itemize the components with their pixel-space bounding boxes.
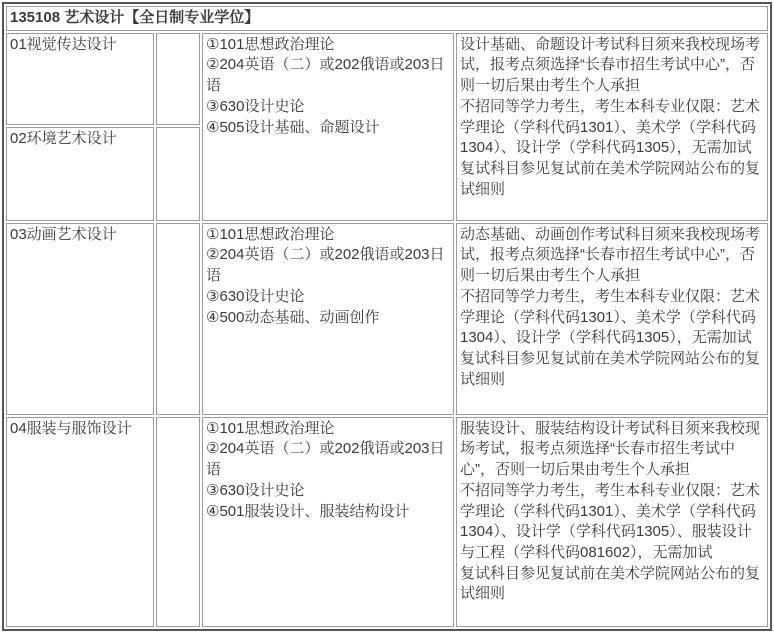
- remarks-cell: [456, 223, 768, 415]
- program-header: 135108 艺术设计【全日制专业学位】: [6, 6, 768, 31]
- exam-subject-line: ③630设计史论: [206, 481, 305, 499]
- direction-cell-01: 01视觉传达设计: [6, 33, 154, 125]
- remark-paragraph: 不招同等学力考生，考生本科专业仅限：艺术学理论（学科代码1301）、美术学（学科代码1304）、设计学（学科代码1305），无需加试: [460, 97, 761, 157]
- exam-subject-line: ④505设计基础、命题设计: [206, 118, 380, 136]
- exam-subject-line: ④501服装设计、服装结构设计: [206, 502, 410, 520]
- exam-subjects-cell: [202, 33, 454, 221]
- admissions-table: [2, 2, 772, 631]
- remarks-cell: [456, 33, 768, 221]
- table-row: [6, 417, 768, 627]
- quota-cell: [156, 127, 200, 221]
- exam-subject-line: ①101思想政治理论: [206, 35, 335, 53]
- quota-cell: [156, 417, 200, 627]
- program-header-row: [6, 6, 768, 31]
- table-row: [6, 33, 768, 125]
- exam-subject-line: ④500动态基础、动画创作: [206, 308, 380, 326]
- remark-paragraph: 服装设计、服装结构设计考试科目须来我校现场考试，报考点须选择“长春市招生考试中心”，否则一切后果由考生个人承担: [460, 419, 761, 479]
- table-row: [6, 223, 768, 415]
- exam-subject-line: ③630设计史论: [206, 287, 305, 305]
- quota-cell: [156, 223, 200, 415]
- direction-cell-02: 02环境艺术设计: [6, 127, 154, 221]
- direction-cell-04: 04服装与服饰设计: [6, 417, 154, 627]
- remark-paragraph: 复试科目参见复试前在美术学院网站公布的复试细则: [460, 159, 761, 198]
- exam-subjects-cell: [202, 417, 454, 627]
- remarks-cell: [456, 417, 768, 627]
- exam-subject-line: ②204英语（二）或202俄语或203日语: [206, 246, 445, 285]
- exam-subject-line: ③630设计史论: [206, 97, 305, 115]
- exam-subject-line: ②204英语（二）或202俄语或203日语: [206, 56, 445, 95]
- direction-cell-03: 03动画艺术设计: [6, 223, 154, 415]
- remark-paragraph: 不招同等学力考生，考生本科专业仅限：艺术学理论（学科代码1301）、美术学（学科代码1304）、设计学（学科代码1305），无需加试: [460, 287, 761, 347]
- exam-subjects-cell: [202, 223, 454, 415]
- remark-paragraph: 设计基础、命题设计考试科目须来我校现场考试，报考点须选择“长春市招生考试中心”，否则一切后果由考生个人承担: [460, 35, 761, 95]
- exam-subject-line: ①101思想政治理论: [206, 419, 335, 437]
- remark-paragraph: 动态基础、动画创作考试科目须来我校现场考试，报考点须选择“长春市招生考试中心”，否则一切后果由考生个人承担: [460, 225, 761, 285]
- remark-paragraph: 不招同等学力考生，考生本科专业仅限：艺术学理论（学科代码1301）、美术学（学科代码1304）、设计学（学科代码1305）、服装设计与工程（学科代码081602），无需加试: [460, 481, 761, 561]
- quota-cell: [156, 33, 200, 125]
- remark-paragraph: 复试科目参见复试前在美术学院网站公布的复试细则: [460, 564, 761, 603]
- exam-subject-line: ②204英语（二）或202俄语或203日语: [206, 440, 445, 479]
- exam-subject-line: ①101思想政治理论: [206, 225, 335, 243]
- remark-paragraph: 复试科目参见复试前在美术学院网站公布的复试细则: [460, 349, 761, 388]
